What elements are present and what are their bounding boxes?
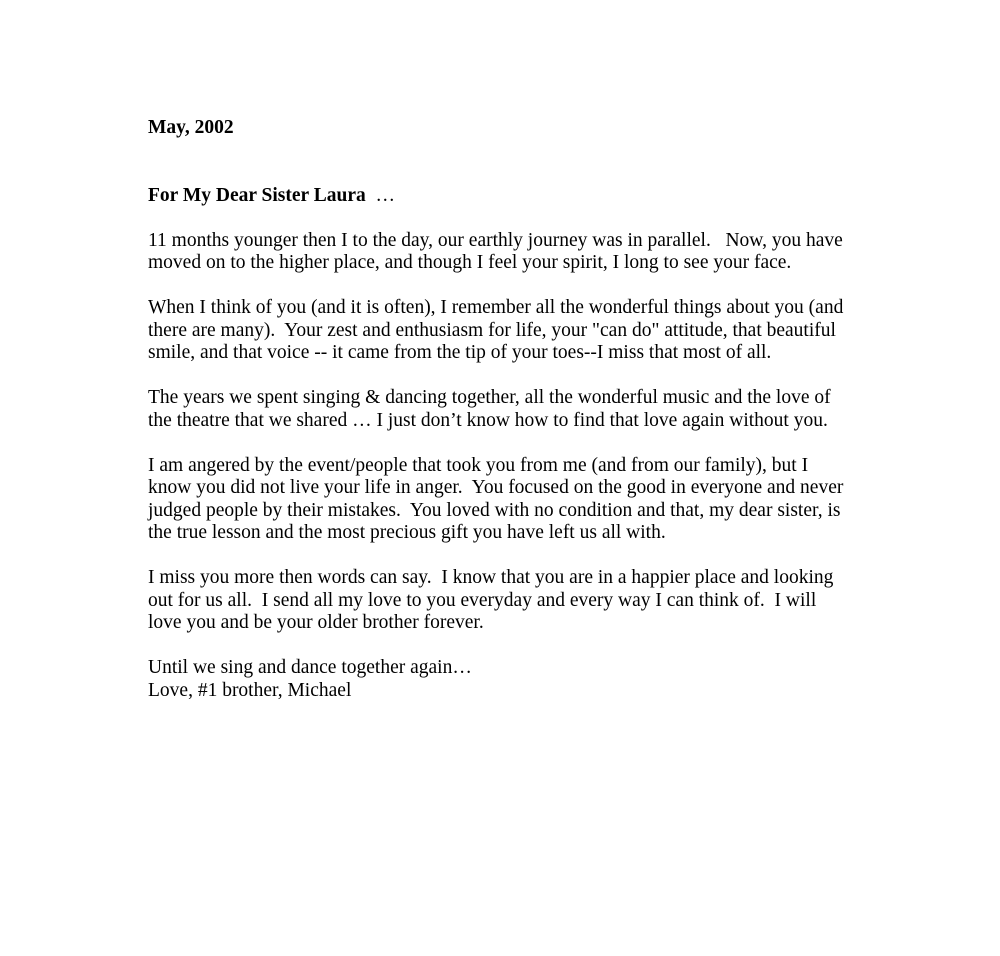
salutation-name: For My Dear Sister Laura	[148, 184, 366, 206]
closing	[148, 657, 868, 702]
paragraph-1	[148, 230, 868, 275]
paragraph-line: love you and be your older brother forever.	[148, 612, 484, 633]
paragraph-line: out for us all. I send all my love to you everyday and every way I can think of. I will	[148, 589, 817, 611]
paragraph-line: The years we spent singing & dancing together, all the wonderful music and the love of	[148, 387, 831, 408]
paragraph-line: the theatre that we shared … I just don’t know how to find that love again without you.	[148, 409, 828, 431]
paragraph-line: judged people by their mistakes. You loved with no condition and that, my dear sister, is	[148, 499, 841, 521]
paragraph-line: moved on to the higher place, and though I feel your spirit, I long to see your face.	[148, 252, 792, 273]
salutation	[148, 185, 868, 208]
paragraph-line: the true lesson and the most precious gift you have left us all with.	[148, 522, 666, 543]
letter-body	[148, 117, 868, 702]
salutation-ellipsis: …	[365, 184, 395, 206]
closing-line: Until we sing and dance together again…	[148, 657, 472, 678]
paragraph-3	[148, 387, 868, 432]
paragraph-line: When I think of you (and it is often), I remember all the wonderful things about you (and	[148, 297, 844, 318]
paragraph-line: there are many). Your zest and enthusiasm for life, your "can do" attitude, that beautiful	[148, 319, 836, 341]
paragraph-5	[148, 567, 868, 635]
paragraph-line: 11 months younger then I to the day, our earthly journey was in parallel. Now, you have	[148, 229, 843, 251]
paragraph-2	[148, 297, 868, 365]
paragraph-line: know you did not live your life in anger. You focused on the good in everyone and never	[148, 477, 844, 498]
letter-date: May, 2002	[148, 117, 234, 138]
paragraph-line: I am angered by the event/people that took you from me (and from our family), but I	[148, 454, 809, 476]
signature-line: Love, #1 brother, Michael	[148, 679, 352, 701]
paragraph-4	[148, 455, 868, 545]
paragraph-line: smile, and that voice -- it came from the tip of your toes--I miss that most of all.	[148, 342, 772, 363]
paragraph-line: I miss you more then words can say. I know that you are in a happier place and looking	[148, 567, 834, 588]
